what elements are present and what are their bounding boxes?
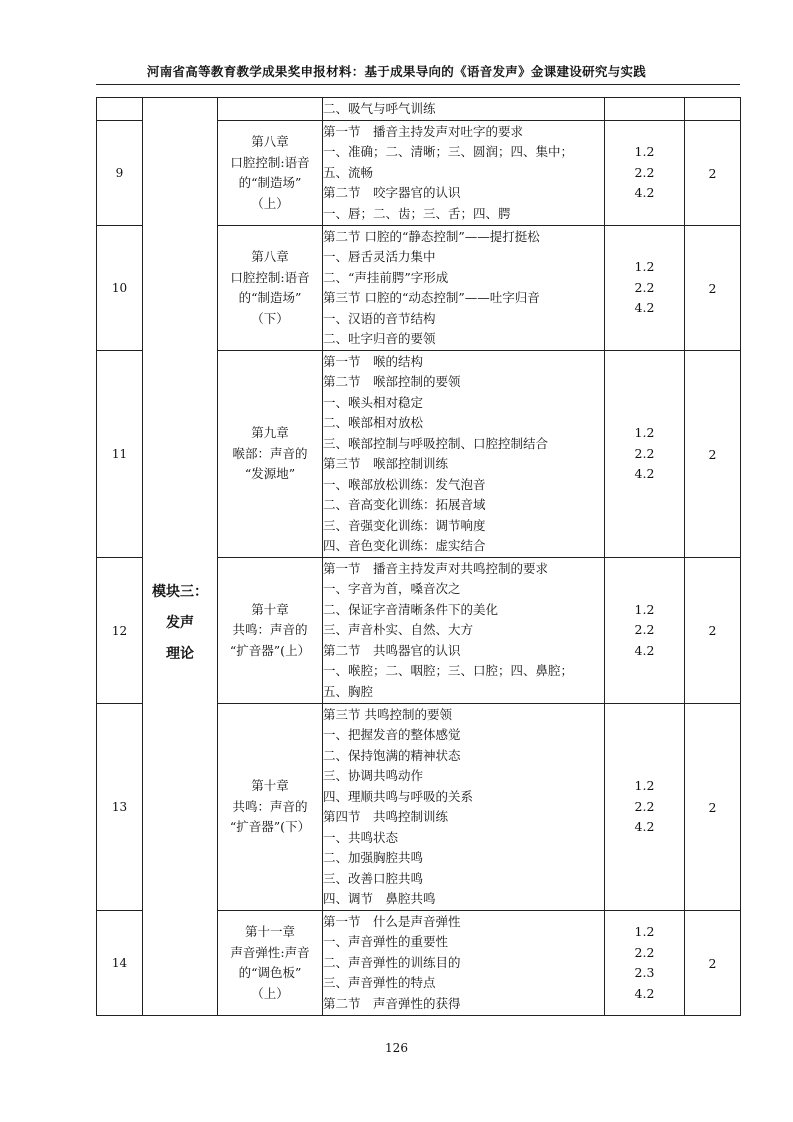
content-line: 第一节 什么是声音弹性 (323, 913, 461, 929)
objective-code: 2.3 (634, 965, 655, 980)
objective-code: 1.2 (634, 601, 655, 617)
objective-code: 2.2 (634, 798, 655, 814)
row-number: 9 (97, 121, 143, 226)
objective-code: 2.2 (634, 944, 655, 960)
row-number (97, 98, 143, 121)
content-line: 第一节 喉的结构 (323, 353, 424, 369)
chapter-cell (218, 121, 323, 226)
content-line: 一、准确；二、清晰；三、圆润；四、集中； (323, 144, 574, 160)
chapter-line: 共鸣：声音的 (232, 798, 308, 814)
chapter-cell (218, 351, 323, 558)
header-rule (96, 84, 740, 85)
content-line: 三、改善口腔共鸣 (323, 870, 424, 886)
chapter-line: “扩音器”(上） (229, 642, 311, 658)
objective-code: 4.2 (634, 985, 655, 1001)
chapter-cell (218, 226, 323, 351)
content-line: 四、音色变化训练：虚实结合 (323, 538, 486, 553)
content-line: 二、吸气与呼气训练 (323, 100, 436, 116)
content-line: 一、唇舌灵活力集中 (323, 249, 436, 264)
objective-code: 1.2 (634, 924, 655, 939)
content-line: 一、唇；二、齿；三、舌；四、腭 (323, 205, 511, 221)
chapter-line: 第八章 (251, 249, 289, 264)
page-header: 河南省高等教育教学成果奖申报材料：基于成果导向的《语音发声》金课建设研究与实践 (146, 64, 647, 79)
chapter-line: 声音弹性:声音 (230, 944, 310, 960)
content-line: 第四节 共鸣控制训练 (323, 809, 449, 824)
objective-code: 4.2 (634, 185, 655, 201)
content-line: 第一节 播音主持发声对共鸣控制的要求 (323, 560, 549, 576)
chapter-line: 第十章 (251, 601, 289, 617)
module-name-line: 理论 (166, 645, 194, 662)
content-line: 一、喉部放松训练：发气泡音 (323, 476, 486, 492)
chapter-line: 的“制造场” (238, 175, 302, 190)
content-line: 二、加强胸腔共鸣 (323, 850, 424, 865)
chapter-line: 共鸣：声音的 (232, 622, 308, 638)
content-cell (323, 911, 605, 1016)
hours-cell: 2 (685, 911, 741, 1016)
objectives-cell (605, 704, 685, 911)
content-line: 一、声音弹性的重要性 (323, 934, 449, 950)
chapter-line: 口腔控制:语音 (230, 154, 310, 170)
content-line: 一、共鸣状态 (323, 829, 399, 845)
chapter-line: 第十章 (251, 778, 289, 794)
objective-code: 4.2 (634, 466, 655, 482)
content-line: 第三节 口腔的“动态控制”——吐字归音 (323, 290, 540, 305)
content-line: 第三节 共鸣控制的要领 (323, 706, 452, 722)
content-line: 一、字音为首，嗓音次之 (323, 581, 461, 597)
content-line: 二、“声挂前腭”字形成 (323, 269, 449, 285)
content-line: 第二节 共鸣器官的认识 (323, 642, 461, 658)
content-line: 二、保持饱满的精神状态 (323, 747, 461, 763)
content-line: 第三节 喉部控制训练 (323, 456, 449, 471)
content-line: 四、理顺共鸣与呼吸的关系 (323, 788, 474, 804)
chapter-line: “扩音器”(下） (229, 819, 311, 835)
objective-code: 2.2 (634, 445, 655, 461)
objective-code: 4.2 (634, 642, 655, 658)
content-cell (323, 121, 605, 226)
content-line: 第二节 喉部控制的要领 (323, 374, 461, 389)
objective-code: 4.2 (634, 300, 655, 316)
hours-cell: 2 (685, 704, 741, 911)
row-number: 11 (97, 351, 143, 558)
content-line: 一、喉腔；二、咽腔；三、口腔；四、鼻腔； (323, 663, 574, 679)
objective-code: 1.2 (634, 259, 655, 275)
chapter-cell (218, 558, 323, 704)
table-row (97, 98, 741, 121)
content-cell (323, 558, 605, 704)
content-cell (323, 226, 605, 351)
content-line: 二、保证字音清晰条件下的美化 (323, 601, 499, 617)
chapter-line: 的“调色板” (238, 965, 302, 980)
content-line: 二、声音弹性的训练目的 (323, 954, 461, 970)
hours-cell: 2 (685, 558, 741, 704)
chapter-line: 的“制造场” (238, 290, 302, 305)
objective-code: 2.2 (634, 164, 655, 180)
chapter-cell (218, 704, 323, 911)
chapter-line: 第九章 (251, 425, 289, 441)
objective-code: 2.2 (634, 279, 655, 295)
row-number: 13 (97, 704, 143, 911)
objectives-cell (605, 98, 685, 121)
content-line: 二、喉部相对放松 (323, 415, 424, 430)
hours-cell (685, 98, 741, 121)
content-line: 三、协调共鸣动作 (323, 768, 424, 783)
content-line: 二、吐字归音的要领 (323, 331, 436, 346)
chapter-line: 第八章 (251, 134, 289, 149)
row-number: 12 (97, 558, 143, 704)
objectives-cell (605, 121, 685, 226)
hours-cell: 2 (685, 121, 741, 226)
page-number: 126 (385, 1041, 408, 1055)
hours-cell: 2 (685, 226, 741, 351)
chapter-line: 喉部：声音的 (232, 445, 308, 461)
chapter-line: （上） (251, 195, 289, 211)
content-line: 第二节 咬字器官的认识 (323, 185, 461, 201)
content-line: 三、音强变化训练：调节响度 (323, 517, 486, 533)
objectives-cell (605, 911, 685, 1016)
content-cell (323, 351, 605, 558)
chapter-line: （下） (251, 310, 289, 326)
module-cell (143, 98, 218, 1016)
objective-code: 1.2 (634, 778, 655, 794)
chapter-cell (218, 98, 323, 121)
content-line: 三、声音朴实、自然、大方 (323, 622, 474, 638)
content-line: 五、流畅 (323, 164, 374, 180)
objectives-cell (605, 226, 685, 351)
content-line: 二、音高变化训练：拓展音域 (323, 497, 486, 512)
content-line: 一、喉头相对稳定 (323, 394, 424, 410)
chapter-line: （上） (251, 985, 289, 1001)
content-line: 一、汉语的音节结构 (323, 310, 436, 326)
module-name-line: 发声 (166, 614, 194, 631)
chapter-line: 第十一章 (244, 924, 295, 939)
objectives-cell (605, 558, 685, 704)
chapter-cell (218, 911, 323, 1016)
course-schedule-table (96, 97, 741, 1016)
content-line: 三、声音弹性的特点 (323, 975, 436, 991)
content-cell (323, 704, 605, 911)
content-line: 四、调节 鼻腔共鸣 (323, 891, 436, 906)
content-line: 第二节 口腔的“静态控制”——提打挺松 (323, 228, 540, 244)
objective-code: 2.2 (634, 622, 655, 638)
row-number: 10 (97, 226, 143, 351)
content-line: 第二节 声音弹性的获得 (323, 995, 461, 1011)
chapter-line: 口腔控制:语音 (230, 269, 310, 285)
objective-code: 1.2 (634, 144, 655, 160)
content-line: 第一节 播音主持发声对吐字的要求 (323, 123, 524, 139)
content-cell (323, 98, 605, 121)
objective-code: 4.2 (634, 819, 655, 835)
content-line: 三、喉部控制与呼吸控制、口腔控制结合 (323, 435, 549, 451)
module-title: 模块三： (152, 583, 208, 600)
row-number: 14 (97, 911, 143, 1016)
objective-code: 1.2 (634, 425, 655, 441)
chapter-line: “发源地” (244, 466, 296, 482)
content-line: 一、把握发音的整体感觉 (323, 727, 461, 742)
hours-cell: 2 (685, 351, 741, 558)
content-line: 五、胸腔 (323, 683, 374, 699)
objectives-cell (605, 351, 685, 558)
